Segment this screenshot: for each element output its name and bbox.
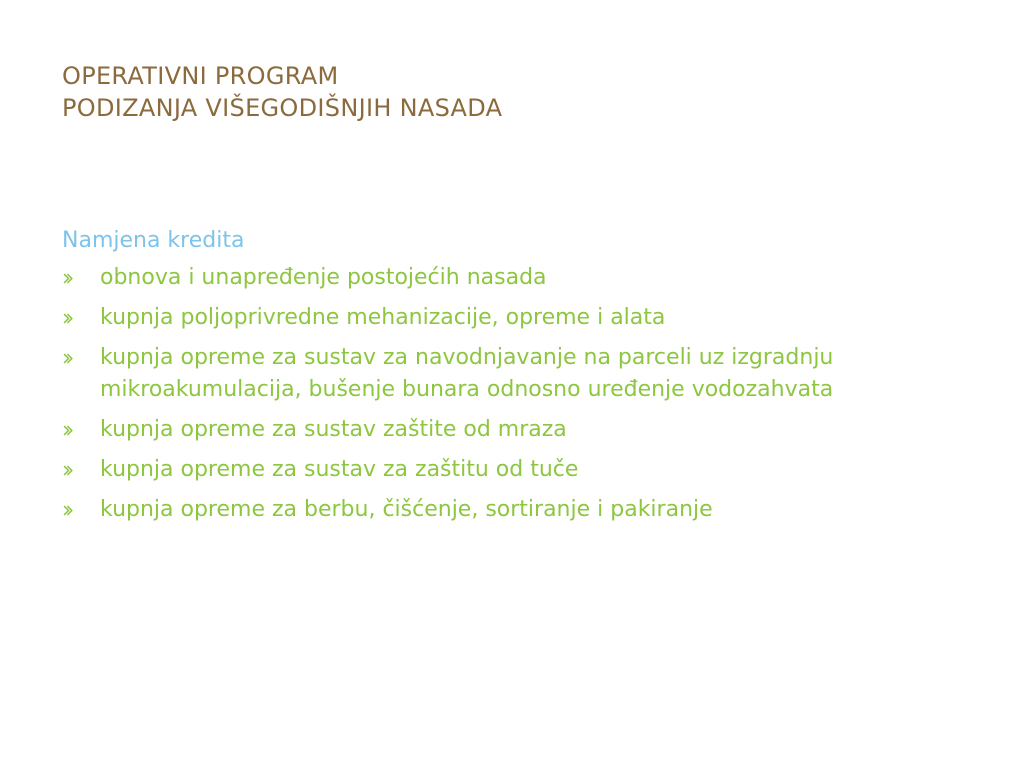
- title-line-1: OPERATIVNI PROGRAM: [62, 62, 339, 90]
- list-item: [62, 342, 962, 406]
- bullet-list: [62, 262, 962, 526]
- list-item-text: kupnja opreme za sustav zaštite od mraza: [100, 417, 567, 442]
- chevron-arrow-icon: [62, 494, 76, 526]
- list-item-text: kupnja poljoprivredne mehanizacije, opreme i alata: [100, 305, 666, 330]
- chevron-arrow-icon: [62, 342, 76, 374]
- list-item: [62, 302, 962, 334]
- slide-title: [62, 60, 942, 124]
- section-subtitle: Namjena kredita: [62, 228, 245, 253]
- list-item: [62, 494, 962, 526]
- chevron-arrow-icon: [62, 262, 76, 294]
- list-item-text: kupnja opreme za berbu, čišćenje, sortiranje i pakiranje: [100, 497, 713, 522]
- chevron-arrow-icon: [62, 302, 76, 334]
- chevron-arrow-icon: [62, 414, 76, 446]
- list-item-text: kupnja opreme za sustav za zaštitu od tuče: [100, 457, 579, 482]
- list-item: [62, 454, 962, 486]
- list-item: [62, 414, 962, 446]
- title-line-2: PODIZANJA VIŠEGODIŠNJIH NASADA: [62, 94, 503, 122]
- list-item-text: obnova i unapređenje postojećih nasada: [100, 265, 547, 290]
- list-item: [62, 262, 962, 294]
- chevron-arrow-icon: [62, 454, 76, 486]
- list-item-text: kupnja opreme za sustav za navodnjavanje na parceli uz izgradnju mikroakumulacija, bušenje bunara odnosno uređenje vodozahvata: [100, 345, 834, 402]
- slide-body: [62, 224, 962, 534]
